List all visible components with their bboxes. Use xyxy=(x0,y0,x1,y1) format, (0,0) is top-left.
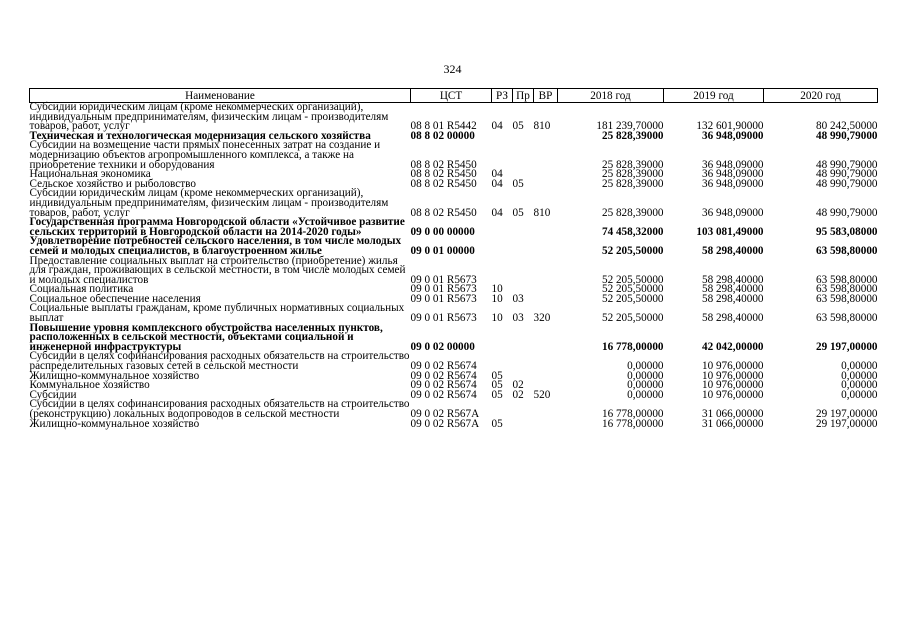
cell-rz: 05 xyxy=(491,379,503,392)
cell-rz: 04 xyxy=(491,168,503,181)
cell-2020: 63 598,80000 xyxy=(815,273,878,286)
table-row xyxy=(30,324,878,353)
cell-pr xyxy=(513,141,534,170)
cell-2018: 25 828,39000 xyxy=(601,177,664,190)
cell-2020: 95 583,08000 xyxy=(815,225,878,238)
cell-rz: 10 xyxy=(491,283,503,296)
cell-rz xyxy=(492,352,513,371)
cell-2019: 36 948,09000 xyxy=(701,206,764,219)
cell-2018: 25 828,39000 xyxy=(601,168,664,181)
cell-vr xyxy=(534,372,558,382)
cell-name: Субсидии юридическим лицам (кроме некоммерческих организаций), индивидуальным предпринимателям, физическим лицам - производителям товаров, работ, услуг xyxy=(29,101,389,133)
cell-rz xyxy=(492,400,513,419)
cell-cst: 09 0 02 00000 xyxy=(410,340,475,353)
cell-cst: 09 0 01 R5673 xyxy=(410,283,477,296)
cell-name: Субсидии юридическим лицам (кроме некоммерческих организаций), индивидуальным предпринимателям, физическим лицам - производителям товаров, работ, услуг xyxy=(29,187,389,219)
cell-rz: 04 xyxy=(491,177,503,190)
budget-table xyxy=(29,88,878,429)
table-row xyxy=(30,237,878,256)
cell-2018: 0,00000 xyxy=(627,369,664,382)
cell-2020: 0,00000 xyxy=(841,388,878,401)
header-2019: 2019 год xyxy=(664,89,764,103)
cell-2018: 74 458,32000 xyxy=(601,225,664,238)
cell-pr xyxy=(513,132,534,142)
cell-vr xyxy=(534,170,558,180)
cell-vr xyxy=(534,352,558,371)
cell-2019: 36 948,09000 xyxy=(701,129,764,142)
cell-cst: 09 0 02 R5674 xyxy=(410,379,477,392)
cell-rz: 05 xyxy=(491,417,503,430)
cell-2020: 63 598,80000 xyxy=(815,312,878,325)
cell-rz: 10 xyxy=(491,312,503,325)
cell-2020: 0,00000 xyxy=(841,369,878,382)
cell-rz: 05 xyxy=(491,388,503,401)
cell-name: Субсидии в целях софинансирования расходных обязательств на строительство распределительных газовых сетей в сельской местности xyxy=(29,350,410,373)
cell-rz: 04 xyxy=(491,120,503,133)
cell-pr: 02 xyxy=(512,379,524,392)
header-rz: РЗ xyxy=(492,89,513,103)
cell-2019: 36 948,09000 xyxy=(701,168,764,181)
cell-2018: 52 205,50000 xyxy=(601,273,664,286)
cell-rz: 04 xyxy=(491,206,503,219)
cell-pr: 02 xyxy=(512,388,524,401)
cell-name: Социальная политика xyxy=(29,283,134,296)
table-row xyxy=(30,257,878,286)
cell-cst: 08 8 02 R5450 xyxy=(410,177,477,190)
cell-rz xyxy=(492,257,513,286)
cell-cst: 09 0 02 R567A xyxy=(410,408,480,420)
cell-name: Коммунальное хозяйство xyxy=(29,379,150,392)
cell-2020: 48 990,79000 xyxy=(815,129,878,142)
cell-rz: 05 xyxy=(491,369,503,382)
cell-pr xyxy=(513,420,534,430)
cell-cst: 09 0 02 R567A xyxy=(410,417,480,430)
cell-2020: 29 197,00000 xyxy=(815,340,878,353)
cell-name: Предоставление социальных выплат на строительство (приобретение) жилья для граждан, проживающих в сельской местности, в том числе молодых семей и молодых специалистов xyxy=(29,254,406,286)
cell-2018: 52 205,50000 xyxy=(601,244,664,257)
cell-2019: 58 298,40000 xyxy=(701,244,764,257)
cell-name: Социальные выплаты гражданам, кроме публичных нормативных социальных выплат xyxy=(29,302,405,325)
cell-2018: 25 828,39000 xyxy=(601,206,664,219)
cell-pr xyxy=(513,218,534,237)
cell-2018: 181 239,70000 xyxy=(596,120,664,133)
cell-rz xyxy=(492,218,513,237)
cell-name: Техническая и технологическая модернизация сельского хозяйства xyxy=(29,129,371,142)
table-row xyxy=(30,304,878,323)
cell-vr: 520 xyxy=(533,388,551,401)
cell-cst: 09 0 02 R5674 xyxy=(410,369,477,382)
cell-2020: 80 242,50000 xyxy=(815,120,878,133)
cell-2019: 58 298,40000 xyxy=(701,273,764,286)
table-row xyxy=(30,420,878,430)
cell-cst: 09 0 01 R5673 xyxy=(410,292,477,305)
cell-name: Национальная экономика xyxy=(29,168,151,181)
cell-cst: 08 8 01 R5442 xyxy=(410,120,477,133)
cell-2020: 0,00000 xyxy=(841,379,878,392)
cell-name: Субсидии на возмещение части прямых понесенных затрат на создание и модернизацию объектов агропромышленного комплекса, а также на приобретение техники и оборудования xyxy=(29,139,381,171)
cell-2019: 58 298,40000 xyxy=(701,292,764,305)
cell-2020: 63 598,80000 xyxy=(815,292,878,305)
cell-2019: 36 948,09000 xyxy=(701,158,764,171)
cell-vr xyxy=(534,237,558,256)
header-name: Наименование xyxy=(30,89,411,103)
cell-2019: 58 298,40000 xyxy=(701,283,764,296)
cell-cst: 09 0 02 R5674 xyxy=(410,360,477,373)
cell-vr xyxy=(534,218,558,237)
cell-vr xyxy=(534,285,558,295)
cell-name: Сельское хозяйство и рыболовство xyxy=(29,177,196,190)
cell-2018: 52 205,50000 xyxy=(601,292,664,305)
cell-2018: 52 205,50000 xyxy=(601,312,664,325)
cell-vr xyxy=(534,141,558,170)
cell-pr: 03 xyxy=(512,312,524,325)
cell-cst: 08 8 02 00000 xyxy=(410,129,475,142)
cell-2018: 52 205,50000 xyxy=(601,283,664,296)
table-row xyxy=(30,103,878,132)
table-row xyxy=(30,352,878,371)
cell-2018: 0,00000 xyxy=(627,360,664,373)
cell-pr xyxy=(513,400,534,419)
cell-name: Жилищно-коммунальное хозяйство xyxy=(29,417,200,430)
header-pr: Пр xyxy=(513,89,534,103)
cell-2019: 42 042,00000 xyxy=(701,340,764,353)
cell-rz xyxy=(492,141,513,170)
cell-pr xyxy=(513,257,534,286)
cell-2019: 10 976,00000 xyxy=(701,388,764,401)
cell-vr: 810 xyxy=(533,206,551,219)
cell-cst: 08 8 02 R5450 xyxy=(410,158,477,171)
cell-pr xyxy=(513,352,534,371)
cell-2020: 48 990,79000 xyxy=(815,177,878,190)
cell-2019: 103 081,49000 xyxy=(696,225,764,238)
cell-vr xyxy=(534,400,558,419)
cell-pr xyxy=(513,324,534,353)
cell-vr xyxy=(534,180,558,190)
cell-2019: 36 948,09000 xyxy=(701,177,764,190)
cell-2020: 48 990,79000 xyxy=(815,158,878,171)
cell-2019: 31 066,00000 xyxy=(701,417,764,430)
cell-2018: 16 778,00000 xyxy=(601,340,664,353)
cell-cst: 09 0 02 R5674 xyxy=(410,388,477,401)
cell-pr xyxy=(513,237,534,256)
cell-cst: 09 0 00 00000 xyxy=(410,225,475,238)
cell-name: Государственная программа Новгородской области «Устойчивое развитие сельских территорий в Новгородской области на 2014-2020 годы» xyxy=(29,216,405,238)
cell-2018: 25 828,39000 xyxy=(601,158,664,171)
cell-2019: 10 976,00000 xyxy=(701,360,764,373)
cell-rz: 10 xyxy=(491,292,503,305)
table-row xyxy=(30,400,878,419)
header-2020: 2020 год xyxy=(764,89,878,103)
cell-vr xyxy=(534,132,558,142)
cell-name: Субсидии xyxy=(29,388,77,401)
cell-rz xyxy=(492,237,513,256)
cell-name: Повышение уровня комплексного обустройства населенных пунктов, расположенных в сельской местности, объектами социальной и инженерной инфраструктуры xyxy=(29,321,383,353)
cell-pr: 03 xyxy=(512,292,524,305)
cell-vr xyxy=(534,257,558,286)
cell-2018: 16 778,00000 xyxy=(601,408,664,420)
header-2018: 2018 год xyxy=(558,89,664,103)
cell-cst: 09 0 01 00000 xyxy=(410,244,475,257)
cell-2020: 63 598,80000 xyxy=(815,283,878,296)
cell-2020: 29 197,00000 xyxy=(815,417,878,430)
cell-2018: 0,00000 xyxy=(627,388,664,401)
cell-vr xyxy=(534,420,558,430)
header-vr: ВР xyxy=(534,89,558,103)
cell-pr: 05 xyxy=(512,206,524,219)
cell-2019: 10 976,00000 xyxy=(701,379,764,392)
cell-name: Удовлетворение потребностей сельского населения, в том числе молодых семей и молодых специалистов, в благоустроенном жилье xyxy=(29,235,402,257)
cell-2020: 48 990,79000 xyxy=(815,168,878,181)
cell-name: Жилищно-коммунальное хозяйство xyxy=(29,369,200,382)
cell-2020: 0,00000 xyxy=(841,360,878,373)
cell-2020: 48 990,79000 xyxy=(815,206,878,219)
cell-2019: 58 298,40000 xyxy=(701,312,764,325)
cell-pr: 05 xyxy=(512,120,524,133)
cell-cst: 09 0 01 R5673 xyxy=(410,312,477,325)
cell-rz xyxy=(492,132,513,142)
header-cst: ЦСТ xyxy=(411,89,492,103)
cell-2018: 0,00000 xyxy=(627,379,664,392)
cell-cst: 08 8 02 R5450 xyxy=(410,168,477,181)
cell-2019: 31 066,00000 xyxy=(701,408,764,420)
cell-rz xyxy=(492,324,513,353)
cell-pr: 05 xyxy=(512,177,524,190)
cell-cst: 08 8 02 R5450 xyxy=(410,206,477,219)
cell-vr: 810 xyxy=(533,120,551,133)
cell-2019: 10 976,00000 xyxy=(701,369,764,382)
cell-vr xyxy=(534,295,558,305)
cell-2020: 63 598,80000 xyxy=(815,244,878,257)
cell-cst: 09 0 01 R5673 xyxy=(410,273,477,286)
cell-2020: 29 197,00000 xyxy=(815,408,878,420)
cell-name: Социальное обеспечение населения xyxy=(29,292,201,305)
cell-name: Субсидии в целях софинансирования расходных обязательств на строительство (реконструкцию) локальных водопроводов в сельской местности xyxy=(29,398,410,420)
table-row xyxy=(30,141,878,170)
cell-2019: 132 601,90000 xyxy=(696,120,764,133)
cell-2018: 16 778,00000 xyxy=(601,417,664,430)
page-number: 324 xyxy=(443,62,462,76)
cell-vr: 320 xyxy=(533,312,551,325)
cell-vr xyxy=(534,324,558,353)
cell-2018: 25 828,39000 xyxy=(601,129,664,142)
table-row xyxy=(30,189,878,218)
